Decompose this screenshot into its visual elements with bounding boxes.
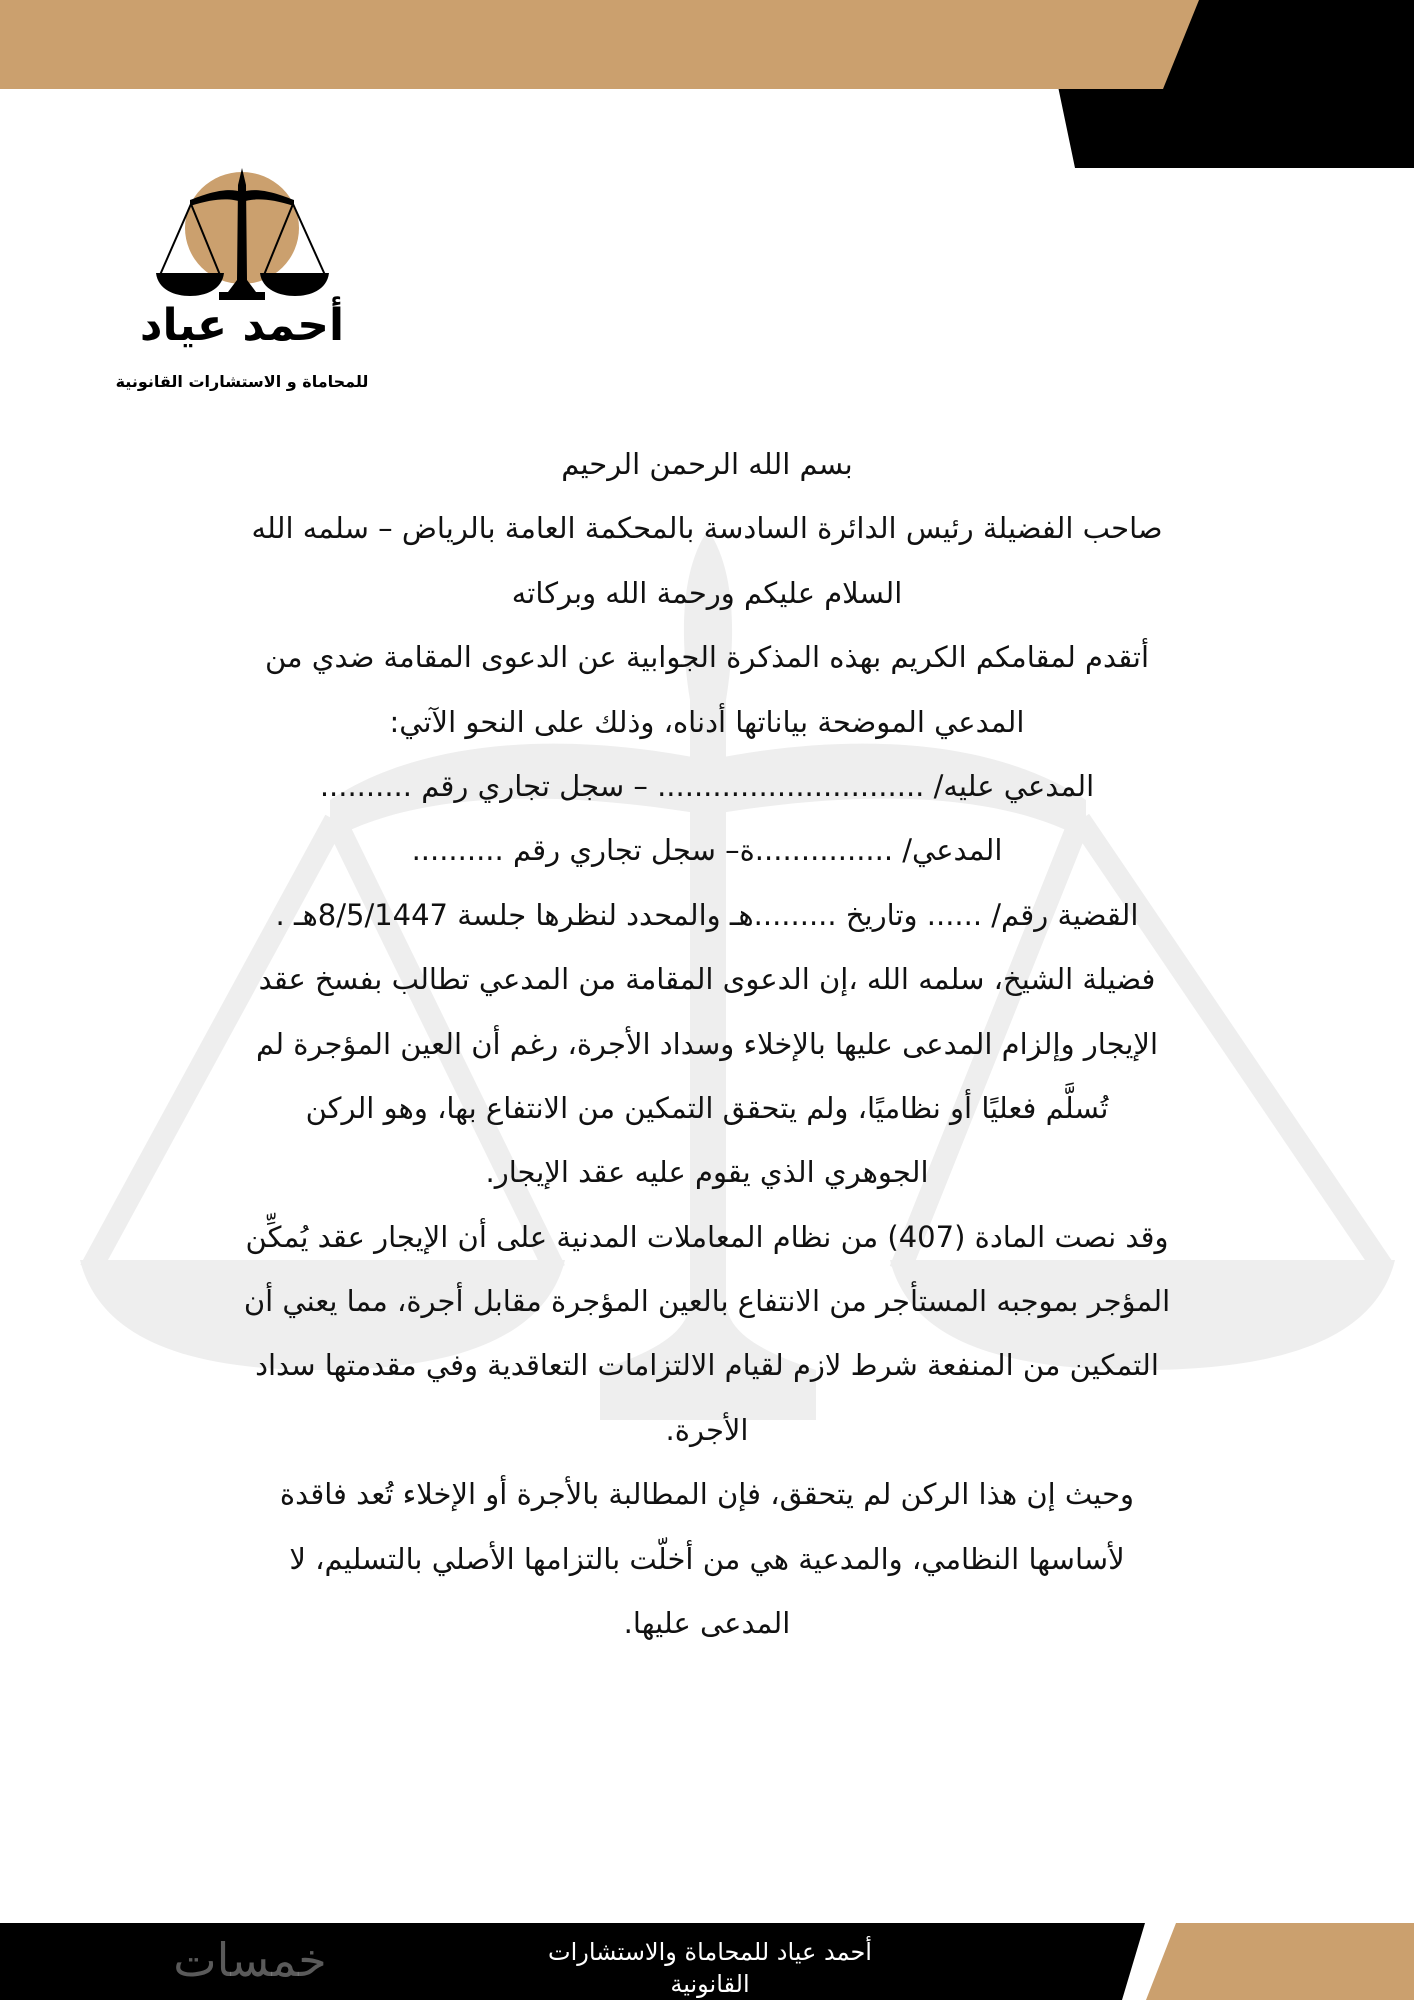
footer-text	[470, 1936, 950, 2000]
text-line: التمكين من المنفعة شرط لازم لقيام الالتزامات التعاقدية وفي مقدمتها سداد	[255, 1348, 1159, 1383]
text-line: وقد نصت المادة (407) من نظام المعاملات المدنية على أن الإيجار عقد يُمكِّن	[245, 1219, 1169, 1254]
footer-tan-wedge	[1146, 1923, 1414, 2000]
text-line: الجوهري الذي يقوم عليه عقد الإيجار.	[485, 1155, 929, 1190]
text-line: الأجرة.	[665, 1412, 749, 1447]
text-line: المؤجر بموجبه المستأجر من الانتفاع بالعين المؤجرة مقابل أجرة، مما يعني أن	[243, 1284, 1171, 1319]
case-line: القضية رقم/ ...... وتاريخ .........هـ والمحدد لنظرها جلسة 8/5/1447هـ .	[275, 897, 1139, 932]
khamsat-watermark: خمسات	[173, 1933, 327, 1987]
greeting: السلام عليكم ورحمة الله وبركاته	[511, 575, 903, 610]
header-tan-band	[0, 0, 1199, 89]
plaintiff-line: المدعي/ ...............ة– سجل تجاري رقم ..........	[411, 833, 1003, 868]
logo-name: أحمد عياد	[139, 300, 345, 351]
text-line: أتقدم لمقامكم الكريم بهذه المذكرة الجوابية عن الدعوى المقامة ضدي من	[264, 640, 1150, 675]
addressee: صاحب الفضيلة رئيس الدائرة السادسة بالمحكمة العامة بالرياض – سلمه الله	[251, 511, 1163, 546]
text-line: الإيجار وإلزام المدعى عليها بالإخلاء وسداد الأجرة، رغم أن العين المؤجرة لم	[255, 1026, 1159, 1061]
footer-line-1: أحمد عياد للمحاماة والاستشارات	[548, 1938, 872, 1966]
text-line: وحيث إن هذا الركن لم يتحقق، فإن المطالبة بالأجرة أو الإخلاء تُعد فاقدة	[279, 1477, 1135, 1512]
basmala: بسم الله الرحمن الرحيم	[561, 447, 853, 481]
logo-subtitle: للمحاماة و الاستشارات القانونية	[115, 372, 369, 391]
defendant-line: المدعي عليه/ ............................. – سجل تجاري رقم ..........	[319, 768, 1095, 803]
letter-body	[60, 432, 1354, 1655]
footer-line-2: القانونية	[670, 1970, 750, 1998]
text-line: لأساسها النظامي، والمدعية هي من أخلّت بالتزامها الأصلي بالتسليم، لا	[289, 1541, 1125, 1576]
scales-of-justice-icon	[156, 168, 329, 300]
text-line: المدعى عليها.	[623, 1606, 791, 1641]
text-line: المدعي الموضحة بياناتها أدناه، وذلك على النحو الآتي:	[389, 704, 1025, 739]
text-line: فضيلة الشيخ، سلمه الله ،إن الدعوى المقامة من المدعي تطالب بفسخ عقد	[258, 962, 1156, 997]
text-line: تُسلَّم فعليًا أو نظاميًا، ولم يتحقق التمكين من الانتفاع بها، وهو الركن	[305, 1090, 1109, 1125]
